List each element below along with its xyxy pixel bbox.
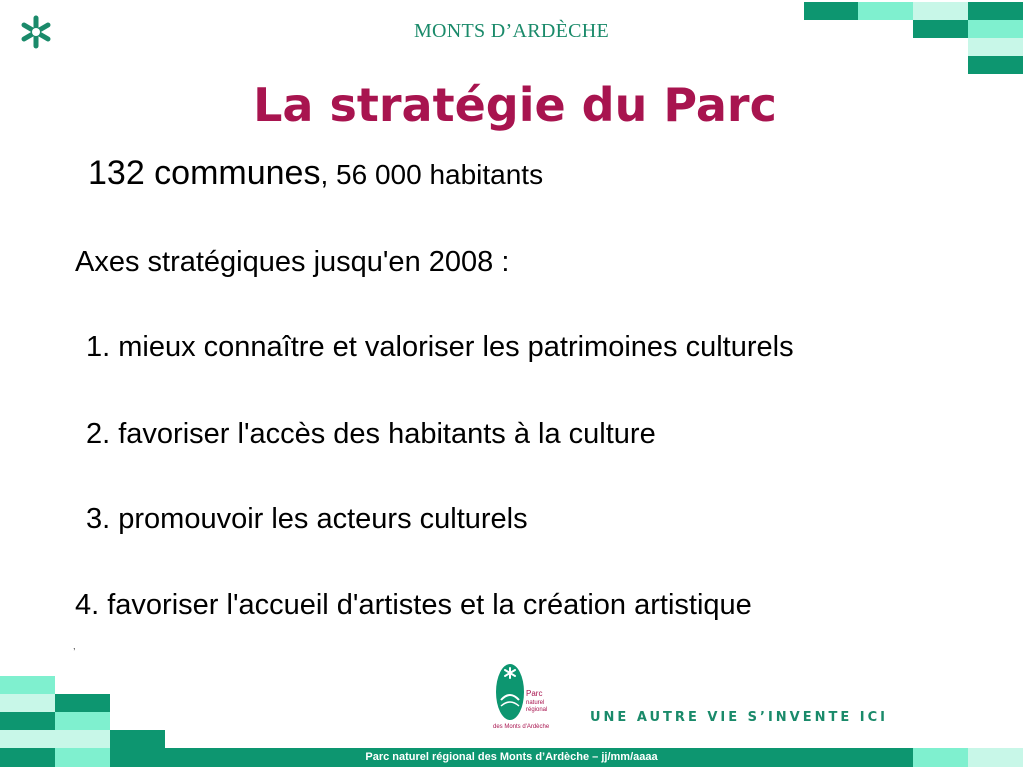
axis-item-4: 4. favoriser l'accueil d'artistes et la création artistique bbox=[75, 589, 752, 621]
stray-comma: , bbox=[73, 641, 76, 651]
axis-item-1: 1. mieux connaître et valoriser les patrimoines culturels bbox=[86, 331, 794, 363]
axis-item-3: 3. promouvoir les acteurs culturels bbox=[86, 503, 528, 535]
svg-text:Parc: Parc bbox=[526, 689, 543, 698]
brand-header: MONTS D’ARDÈCHE bbox=[413, 20, 610, 42]
svg-text:régional: régional bbox=[526, 707, 548, 713]
svg-text:naturel: naturel bbox=[526, 700, 545, 706]
slogan-text: UNE AUTRE VIE S’INVENTE ICI bbox=[590, 710, 888, 725]
axes-heading: Axes stratégiques jusqu'en 2008 : bbox=[75, 246, 510, 278]
axis-item-2: 2. favoriser l'accès des habitants à la culture bbox=[86, 418, 656, 450]
svg-text:des Monts d'Ardèche: des Monts d'Ardèche bbox=[493, 724, 550, 730]
communes-line bbox=[88, 154, 543, 193]
inhabitants-count: , 56 000 habitants bbox=[320, 159, 544, 190]
footer-bar: Parc naturel régional des Monts d’Ardèche – jj/mm/aaaa bbox=[110, 748, 913, 767]
communes-count: 132 communes bbox=[88, 154, 321, 192]
park-logo bbox=[490, 660, 560, 735]
slide-title: La stratégie du Parc bbox=[253, 78, 777, 132]
